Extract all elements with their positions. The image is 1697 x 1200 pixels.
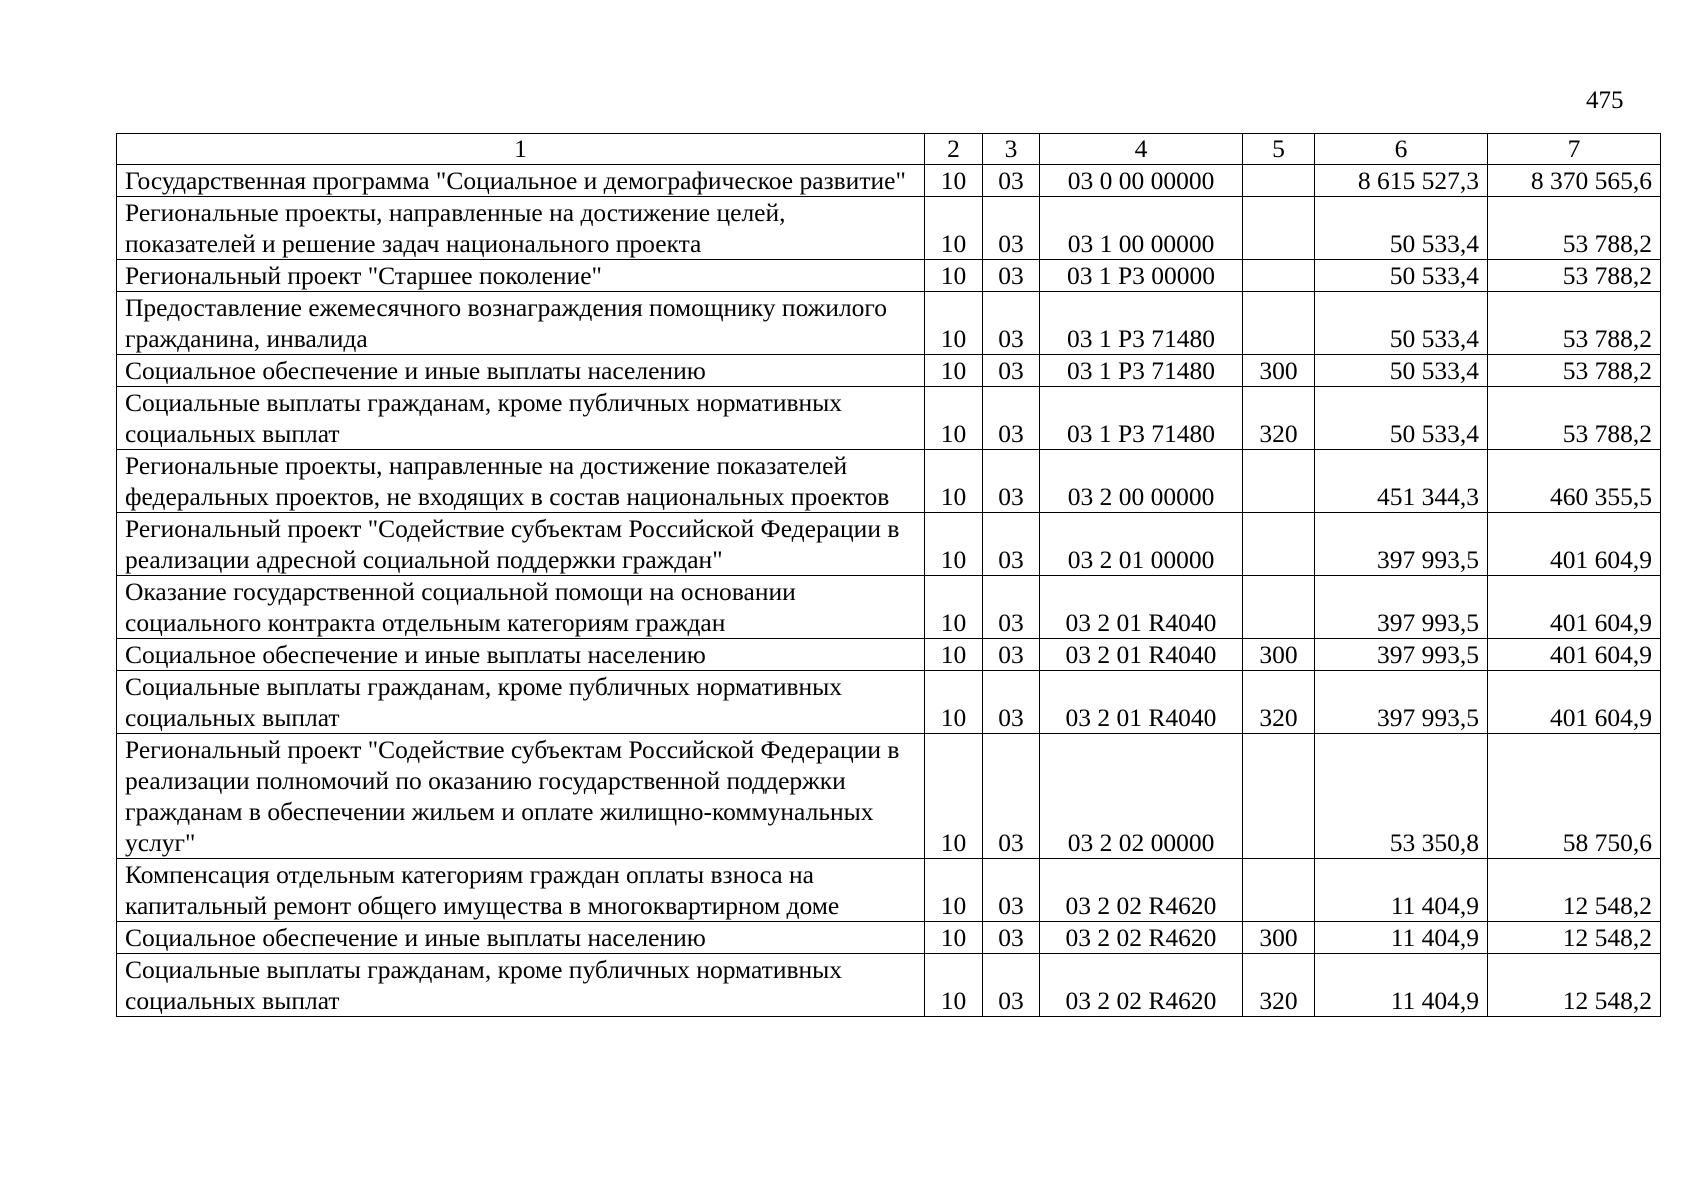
amount-col6: 11 404,9 — [1315, 859, 1488, 922]
expense-type-code: 320 — [1243, 954, 1315, 1017]
amount-col6: 50 533,4 — [1315, 355, 1488, 387]
amount-col7: 401 604,9 — [1488, 671, 1661, 734]
table-row — [117, 292, 1661, 355]
section-code: 10 — [925, 260, 983, 292]
target-article-code: 03 2 02 00000 — [1040, 734, 1243, 859]
amount-col7: 401 604,9 — [1488, 513, 1661, 576]
table-row — [117, 954, 1661, 1017]
row-name: Социальное обеспечение и иные выплаты населению — [117, 355, 925, 387]
target-article-code: 03 2 02 R4620 — [1040, 922, 1243, 954]
target-article-code: 03 2 02 R4620 — [1040, 954, 1243, 1017]
target-article-code: 03 2 01 R4040 — [1040, 576, 1243, 639]
subsection-code: 03 — [983, 355, 1040, 387]
amount-col7: 53 788,2 — [1488, 197, 1661, 260]
table-row — [117, 576, 1661, 639]
section-code: 10 — [925, 671, 983, 734]
subsection-code: 03 — [983, 954, 1040, 1017]
subsection-code: 03 — [983, 639, 1040, 671]
expense-type-code: 300 — [1243, 639, 1315, 671]
table-row — [117, 197, 1661, 260]
column-header-3: 3 — [983, 134, 1040, 165]
expense-type-code — [1243, 576, 1315, 639]
amount-col7: 53 788,2 — [1488, 387, 1661, 450]
row-name: Оказание государственной социальной помощи на основании социального контракта отдельным категориям граждан — [117, 576, 925, 639]
amount-col6: 50 533,4 — [1315, 292, 1488, 355]
amount-col6: 50 533,4 — [1315, 387, 1488, 450]
amount-col6: 11 404,9 — [1315, 922, 1488, 954]
target-article-code: 03 2 02 R4620 — [1040, 859, 1243, 922]
expense-type-code — [1243, 734, 1315, 859]
amount-col6: 397 993,5 — [1315, 639, 1488, 671]
expense-type-code — [1243, 450, 1315, 513]
expense-type-code: 300 — [1243, 355, 1315, 387]
subsection-code: 03 — [983, 387, 1040, 450]
subsection-code: 03 — [983, 197, 1040, 260]
target-article-code: 03 2 00 00000 — [1040, 450, 1243, 513]
expense-type-code — [1243, 292, 1315, 355]
subsection-code: 03 — [983, 576, 1040, 639]
target-article-code: 03 0 00 00000 — [1040, 165, 1243, 197]
section-code: 10 — [925, 165, 983, 197]
amount-col6: 397 993,5 — [1315, 513, 1488, 576]
section-code: 10 — [925, 859, 983, 922]
row-name: Социальные выплаты гражданам, кроме публичных нормативных социальных выплат — [117, 387, 925, 450]
table-row — [117, 922, 1661, 954]
amount-col6: 8 615 527,3 — [1315, 165, 1488, 197]
amount-col6: 397 993,5 — [1315, 671, 1488, 734]
table-row — [117, 513, 1661, 576]
row-name: Региональный проект "Содействие субъектам Российской Федерации в реализации адресной социальной поддержки граждан" — [117, 513, 925, 576]
expense-type-code — [1243, 165, 1315, 197]
target-article-code: 03 1 Р3 00000 — [1040, 260, 1243, 292]
row-name: Региональные проекты, направленные на достижение целей, показателей и решение задач национального проекта — [117, 197, 925, 260]
amount-col7: 53 788,2 — [1488, 292, 1661, 355]
page-number: 475 — [1586, 87, 1624, 114]
table-row — [117, 355, 1661, 387]
target-article-code: 03 2 01 R4040 — [1040, 671, 1243, 734]
amount-col6: 50 533,4 — [1315, 197, 1488, 260]
subsection-code: 03 — [983, 292, 1040, 355]
target-article-code: 03 1 Р3 71480 — [1040, 355, 1243, 387]
section-code: 10 — [925, 197, 983, 260]
amount-col7: 12 548,2 — [1488, 922, 1661, 954]
row-name: Социальное обеспечение и иные выплаты населению — [117, 639, 925, 671]
amount-col7: 401 604,9 — [1488, 639, 1661, 671]
expense-type-code: 320 — [1243, 387, 1315, 450]
subsection-code: 03 — [983, 260, 1040, 292]
subsection-code: 03 — [983, 671, 1040, 734]
target-article-code: 03 1 Р3 71480 — [1040, 292, 1243, 355]
row-name: Региональные проекты, направленные на достижение показателей федеральных проектов, не входящих в состав национальных проектов — [117, 450, 925, 513]
row-name: Предоставление ежемесячного вознаграждения помощнику пожилого гражданина, инвалида — [117, 292, 925, 355]
section-code: 10 — [925, 387, 983, 450]
expense-type-code — [1243, 197, 1315, 260]
amount-col7: 12 548,2 — [1488, 954, 1661, 1017]
section-code: 10 — [925, 292, 983, 355]
row-name: Региональный проект "Старшее поколение" — [117, 260, 925, 292]
section-code: 10 — [925, 355, 983, 387]
section-code: 10 — [925, 639, 983, 671]
table-row — [117, 734, 1661, 859]
table-row — [117, 450, 1661, 513]
expense-type-code: 300 — [1243, 922, 1315, 954]
expense-type-code — [1243, 513, 1315, 576]
section-code: 10 — [925, 922, 983, 954]
amount-col6: 397 993,5 — [1315, 576, 1488, 639]
expense-type-code: 320 — [1243, 671, 1315, 734]
section-code: 10 — [925, 954, 983, 1017]
table-row — [117, 859, 1661, 922]
amount-col6: 50 533,4 — [1315, 260, 1488, 292]
row-name: Социальные выплаты гражданам, кроме публичных нормативных социальных выплат — [117, 954, 925, 1017]
expense-type-code — [1243, 859, 1315, 922]
target-article-code: 03 1 00 00000 — [1040, 197, 1243, 260]
budget-table — [116, 133, 1661, 1017]
target-article-code: 03 1 Р3 71480 — [1040, 387, 1243, 450]
target-article-code: 03 2 01 00000 — [1040, 513, 1243, 576]
expense-type-code — [1243, 260, 1315, 292]
section-code: 10 — [925, 734, 983, 859]
table-row — [117, 260, 1661, 292]
amount-col7: 58 750,6 — [1488, 734, 1661, 859]
column-header-4: 4 — [1040, 134, 1243, 165]
row-name: Социальные выплаты гражданам, кроме публичных нормативных социальных выплат — [117, 671, 925, 734]
row-name: Региональный проект "Содействие субъектам Российской Федерации в реализации полномочий по оказанию государственной поддержки гражданам в обеспечении жильем и оплате жилищно-коммунальных услуг" — [117, 734, 925, 859]
table-row — [117, 639, 1661, 671]
amount-col7: 401 604,9 — [1488, 576, 1661, 639]
table-row — [117, 165, 1661, 197]
subsection-code: 03 — [983, 734, 1040, 859]
subsection-code: 03 — [983, 859, 1040, 922]
amount-col7: 12 548,2 — [1488, 859, 1661, 922]
subsection-code: 03 — [983, 513, 1040, 576]
amount-col7: 8 370 565,6 — [1488, 165, 1661, 197]
subsection-code: 03 — [983, 450, 1040, 513]
row-name: Компенсация отдельным категориям граждан оплаты взноса на капитальный ремонт общего имущества в многоквартирном доме — [117, 859, 925, 922]
amount-col7: 53 788,2 — [1488, 355, 1661, 387]
amount-col7: 53 788,2 — [1488, 260, 1661, 292]
target-article-code: 03 2 01 R4040 — [1040, 639, 1243, 671]
subsection-code: 03 — [983, 922, 1040, 954]
row-name: Социальное обеспечение и иные выплаты населению — [117, 922, 925, 954]
subsection-code: 03 — [983, 165, 1040, 197]
amount-col6: 451 344,3 — [1315, 450, 1488, 513]
amount-col6: 53 350,8 — [1315, 734, 1488, 859]
column-header-6: 6 — [1315, 134, 1488, 165]
column-header-2: 2 — [925, 134, 983, 165]
section-code: 10 — [925, 450, 983, 513]
row-name: Государственная программа "Социальное и демографическое развитие" — [117, 165, 925, 197]
section-code: 10 — [925, 513, 983, 576]
section-code: 10 — [925, 576, 983, 639]
table-header-row — [117, 134, 1661, 165]
column-header-5: 5 — [1243, 134, 1315, 165]
column-header-1: 1 — [117, 134, 925, 165]
table-row — [117, 671, 1661, 734]
table-row — [117, 387, 1661, 450]
amount-col6: 11 404,9 — [1315, 954, 1488, 1017]
column-header-7: 7 — [1488, 134, 1661, 165]
amount-col7: 460 355,5 — [1488, 450, 1661, 513]
